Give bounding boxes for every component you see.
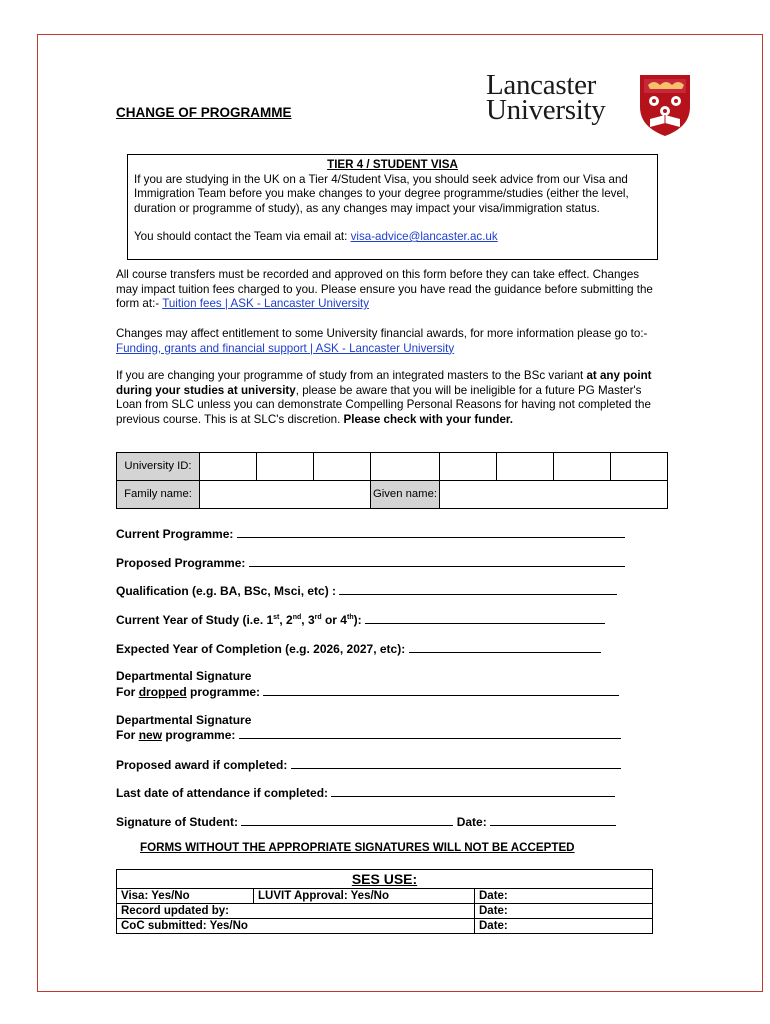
dept-sig-dropped-label: Departmental Signature xyxy=(116,669,252,683)
completion-row: Expected Year of Completion (e.g. 2026, 2027, etc): xyxy=(116,641,601,656)
family-name-field[interactable] xyxy=(200,481,371,509)
completion-line[interactable] xyxy=(409,641,601,653)
funding-link[interactable]: Funding, grants and financial support | ASK - Lancaster University xyxy=(116,341,455,355)
current-programme-row: Current Programme: xyxy=(116,526,625,541)
id-digit-box[interactable] xyxy=(554,453,611,481)
document-title: CHANGE OF PROGRAMME xyxy=(116,105,292,120)
ses-date-3: Date: xyxy=(475,919,653,934)
ses-use-table xyxy=(116,869,653,934)
ses-title: SES USE: xyxy=(117,870,653,889)
id-digit-box[interactable] xyxy=(611,453,668,481)
visa-text: If you are studying in the UK on a Tier 4/Student Visa, you should seek advice from our Visa and Immigration Team before you make changes to your degree programme/studies (either the level, duration or programme of study), as any changes may impact your visa/immigration status. xyxy=(134,172,629,215)
student-signature-line[interactable] xyxy=(241,814,453,826)
dept-sig-dropped-row: For dropped programme: xyxy=(116,684,619,699)
current-year-row: Current Year of Study (i.e. 1st, 2nd, 3rd or 4th): xyxy=(116,612,605,627)
ses-record: Record updated by: xyxy=(117,904,475,919)
ses-visa: Visa: Yes/No xyxy=(117,889,254,904)
given-name-label: Given name: xyxy=(371,481,440,509)
transfers-paragraph: All course transfers must be recorded and approved on this form before they can take effect. Changes may impact tuition fees charged to you. Please ensure you have read the guidance before submitting the form at:- Tuition fees | ASK - Lancaster University xyxy=(116,268,653,310)
visa-email-link[interactable]: visa-advice@lancaster.ac.uk xyxy=(350,230,498,243)
last-date-row: Last date of attendance if completed: xyxy=(116,785,615,800)
dept-sig-new-row: For new programme: xyxy=(116,727,621,742)
dept-sig-new-label: Departmental Signature xyxy=(116,713,252,727)
student-signature-row: Signature of Student: Date: xyxy=(116,814,616,829)
university-id-label: University ID: xyxy=(117,453,200,481)
qualification-line[interactable] xyxy=(339,583,617,595)
current-programme-line[interactable] xyxy=(237,526,625,538)
qualification-row: Qualification (e.g. BA, BSc, Msci, etc) : xyxy=(116,583,617,598)
id-digit-box[interactable] xyxy=(200,453,257,481)
logo-text: Lancaster University xyxy=(486,69,606,126)
university-logo xyxy=(486,69,692,139)
tuition-fees-link[interactable]: Tuition fees | ASK - Lancaster University xyxy=(162,297,370,310)
proposed-award-row: Proposed award if completed: xyxy=(116,757,621,772)
family-name-label: Family name: xyxy=(117,481,200,509)
id-digit-box[interactable] xyxy=(257,453,314,481)
dept-sig-dropped-line[interactable] xyxy=(263,684,619,696)
id-digit-box[interactable] xyxy=(314,453,371,481)
proposed-programme-row: Proposed Programme: xyxy=(116,555,625,570)
visa-contact: You should contact the Team via email at: visa-advice@lancaster.ac.uk xyxy=(134,230,498,243)
dept-sig-new-line[interactable] xyxy=(239,727,621,739)
signature-warning: FORMS WITHOUT THE APPROPRIATE SIGNATURES WILL NOT BE ACCEPTED xyxy=(140,841,575,854)
ses-date-2: Date: xyxy=(475,904,653,919)
student-date-line[interactable] xyxy=(490,814,616,826)
visa-heading: TIER 4 / STUDENT VISA xyxy=(327,158,458,171)
id-digit-box[interactable] xyxy=(440,453,497,481)
slc-paragraph: If you are changing your programme of study from an integrated masters to the BSc variant at any point during your studies at university, please be aware that you will be ineligible for a future PG Master's Loan from SLC unless you can demonstrate Compelling Personal Reasons for having not completed the previous course. This is at SLC's discretion. Please check with your funder. xyxy=(116,369,652,426)
ses-date-1: Date: xyxy=(475,889,653,904)
funding-paragraph: Changes may affect entitlement to some University financial awards, for more information please go to:- Funding, grants and financial support | ASK - Lancaster University xyxy=(116,327,648,355)
given-name-field[interactable] xyxy=(440,481,668,509)
proposed-award-line[interactable] xyxy=(291,757,621,769)
id-digit-box[interactable] xyxy=(497,453,554,481)
last-date-line[interactable] xyxy=(331,785,615,797)
id-digit-box[interactable] xyxy=(371,453,440,481)
current-year-line[interactable] xyxy=(365,612,605,624)
visa-notice-box xyxy=(127,154,658,260)
student-id-table xyxy=(116,452,668,509)
ses-luvit: LUVIT Approval: Yes/No xyxy=(254,889,475,904)
crest-icon xyxy=(638,73,692,137)
proposed-programme-line[interactable] xyxy=(249,555,625,567)
ses-coc: CoC submitted: Yes/No xyxy=(117,919,475,934)
